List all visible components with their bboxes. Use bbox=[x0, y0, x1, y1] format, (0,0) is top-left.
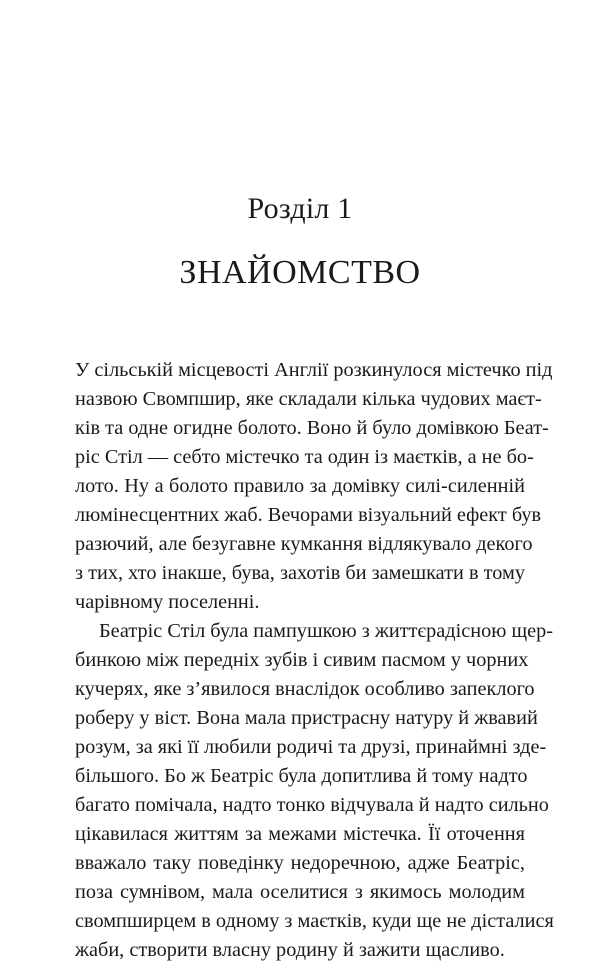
text-line: багато помічала, надто тонко відчувала й надто сильно bbox=[75, 794, 549, 816]
text-line: цікавилася життям за межами містечка. Її оточення bbox=[75, 823, 525, 845]
text-line: поза сумнівом, мала оселитися з якимось молодим bbox=[75, 881, 525, 903]
text-line: ріс Стіл — себто містечко та один із маєтків, а не бо- bbox=[75, 446, 534, 468]
text-line: свомпширцем в одному з маєтків, куди ще не дісталися bbox=[75, 910, 554, 932]
text-line: люмінесцентних жаб. Вечорами візуальний ефект був bbox=[75, 504, 542, 526]
text-line: лото. Ну а болото правило за домівку силі-силенній bbox=[75, 475, 525, 497]
text-line: чарівному поселенні. bbox=[75, 591, 260, 613]
text-line: кучерях, яке з’явилося внаслідок особливо запеклого bbox=[75, 678, 535, 700]
text-line: назвою Свомпшир, яке складали кілька чудових маєт- bbox=[75, 388, 542, 410]
text-line: У сільській місцевості Англії розкинулося містечко під bbox=[75, 359, 553, 381]
chapter-title: ЗНАЙОМСТВО bbox=[179, 254, 421, 291]
text-line: розум, за які її любили родичі та друзі, принаймні зде- bbox=[75, 736, 547, 758]
paragraph-1 bbox=[75, 356, 553, 617]
text-line: з тих, хто інакше, бува, захотів би замешкати в тому bbox=[75, 562, 525, 584]
text-line: роберу у віст. Вона мала пристрасну натуру й жвавий bbox=[75, 707, 538, 729]
paragraph-2 bbox=[75, 617, 554, 965]
text-line: ків та одне огидне болото. Воно й було домівкою Беат- bbox=[75, 417, 549, 439]
chapter-body bbox=[75, 356, 554, 965]
text-line: вважало таку поведінку недоречною, адже Беатріс, bbox=[75, 852, 525, 874]
text-line: жаби, створити власну родину й зажити щасливо. bbox=[75, 939, 505, 961]
text-line: більшого. Бо ж Беатріс була допитлива й тому надто bbox=[75, 765, 528, 787]
text-line: Беатріс Стіл була пампушкою з життєрадісною щер- bbox=[99, 620, 553, 642]
text-line: бинкою між передніх зубів і сивим пасмом у чорних bbox=[75, 649, 529, 671]
chapter-number: Розділ 1 bbox=[247, 192, 353, 225]
text-line: разючий, але безугавне кумкання відлякувало декого bbox=[75, 533, 533, 555]
